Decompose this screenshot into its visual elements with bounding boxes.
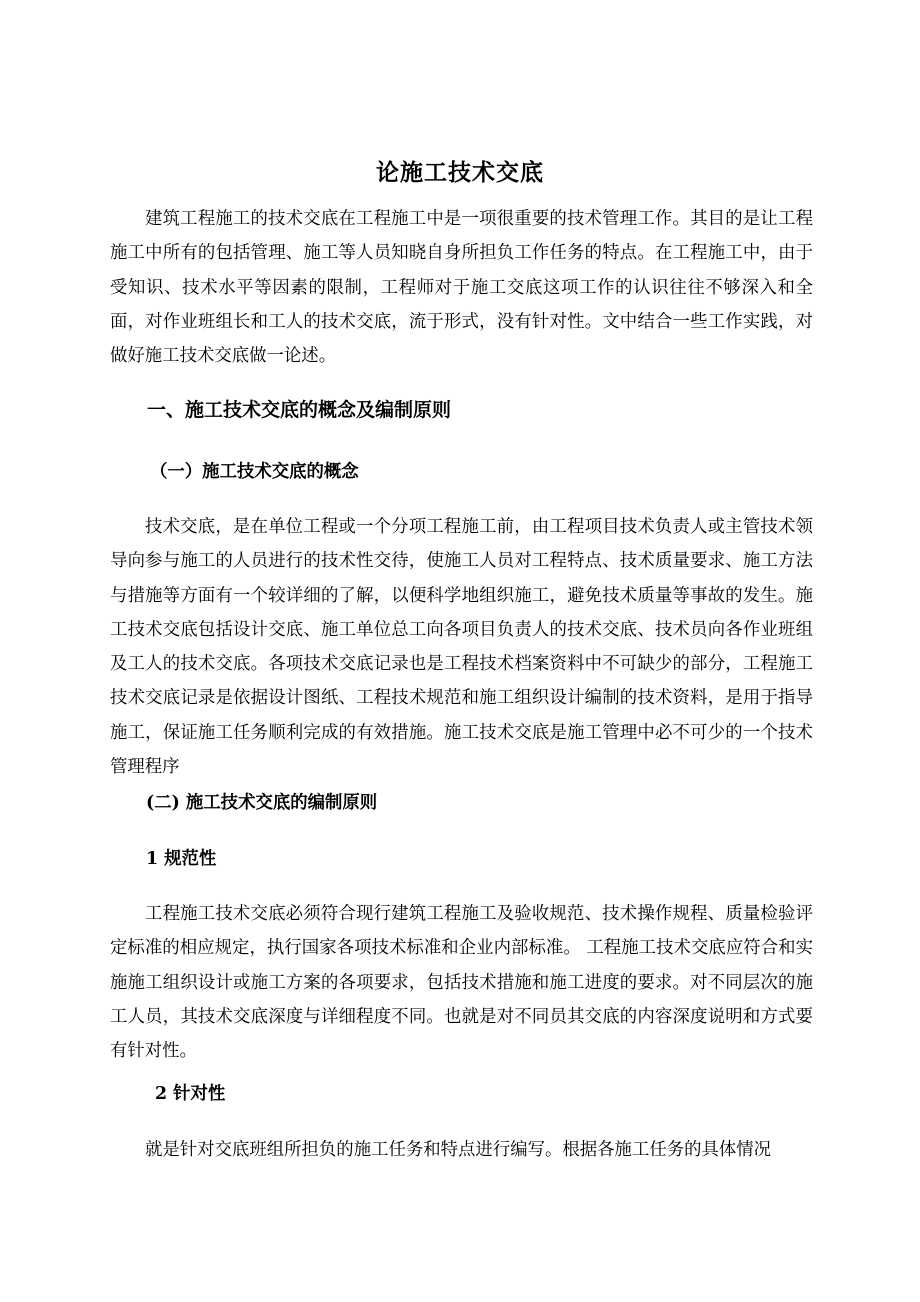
item-heading-normative: 1 规范性	[146, 849, 217, 869]
document-title: 论施工技术交底	[376, 159, 544, 187]
subsection-heading-principles: (二) 施工技术交底的编制原则	[146, 793, 378, 813]
subsection-heading-concept: （一）施工技术交底的概念	[150, 462, 359, 482]
concept-paragraph: 技术交底，是在单位工程或一个分项工程施工前，由工程项目技术负责人或主管技术领导向参与施工的人员进行的技术性交待，使施工人员对工程特点、技术质量要求、施工方法与措施等方面有一个较详细的了解，以便科学地组织施工，避免技术质量等事故的发生。施工技术交底包括设计交底、施工单位总工向各项目负责人的技术交底、技术员向各作业班组及工人的技术交底。各项技术交底记录也是工程技术档案资料中不可缺少的部分，工程施工技术交底记录是依据设计图纸、工程技术规范和施工组织设计编制的技术资料，是用于指导施工，保证施工任务顺利完成的有效措施。施工技术交底是施工管理中必不可少的一个技术管理程序	[110, 517, 813, 778]
intro-paragraph: 建筑工程施工的技术交底在工程施工中是一项很重要的技术管理工作。其目的是让工程施工中所有的包括管理、施工等人员知晓自身所担负工作任务的特点。在工程施工中，由于受知识、技术水平等因素的限制，工程师对于施工交底这项工作的认识往往不够深入和全面，对作业班组长和工人的技术交底，流于形式，没有针对性。文中结合一些工作实践，对做好施工技术交底做一论述。	[110, 209, 813, 367]
section-heading: 一、施工技术交底的概念及编制原则	[147, 399, 452, 421]
item-heading-targeted: 2 针对性	[155, 1084, 226, 1104]
normative-paragraph: 工程施工技术交底必须符合现行建筑工程施工及验收规范、技术操作规程、质量检验评定标准的相应规定，执行国家各项技术标准和企业内部标准。 工程施工技术交底应符合和实施施工组织设计或施工方案的各项要求，包括技术措施和施工进度的要求。对不同层次的施工人员，其技术交底深度与详细程度不同。也就是对不同员其交底的内容深度说明和方式要有针对性。	[110, 904, 813, 1062]
targeted-paragraph: 就是针对交底班组所担负的施工任务和特点进行编写。根据各施工任务的具体情况	[145, 1140, 772, 1160]
